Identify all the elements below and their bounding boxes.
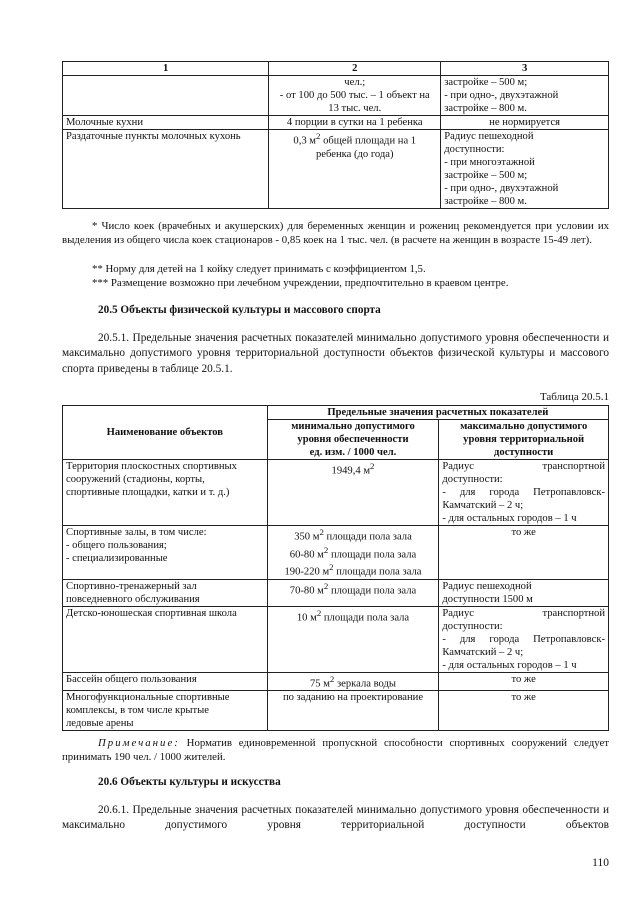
value-text: 10 м <box>296 612 317 624</box>
max-value <box>439 606 609 672</box>
superscript: 2 <box>323 544 329 555</box>
max-value: то же <box>439 526 609 580</box>
table-row <box>63 116 609 130</box>
page-number: 110 <box>592 857 609 869</box>
cell-line: сооружений (стадионы, корты, <box>66 474 205 485</box>
cell-line <box>271 526 436 544</box>
cell-line: застройке – 500 м; <box>444 170 528 181</box>
object-name <box>63 691 268 731</box>
header-line: доступности <box>494 447 554 458</box>
superscript: 2 <box>370 461 375 471</box>
access-value: не нормируется <box>441 116 609 130</box>
value-text: площади пола зала <box>323 531 412 543</box>
cell-line: ребенка (до года) <box>316 148 394 160</box>
cell-line <box>271 544 436 562</box>
note-text: Норматив единовременной пропускной способности спортивных сооружений следует принимать 190 чел. / 1000 жителей. <box>62 737 609 763</box>
table-row <box>63 691 609 731</box>
section-heading: 20.6 Объекты культуры и искусства <box>98 776 281 788</box>
table-20-5-1 <box>62 405 609 731</box>
table-row <box>63 526 609 580</box>
column-header-2: 2 <box>269 62 441 76</box>
superscript: 2 <box>319 527 324 537</box>
superscript: 2 <box>329 673 335 684</box>
object-name: Детско-юношеская спортивная школа <box>63 606 268 672</box>
cell-line <box>271 561 436 579</box>
object-name <box>63 579 268 606</box>
max-value: то же <box>439 691 609 731</box>
value-text: площади пола зала <box>333 566 422 578</box>
max-value: то же <box>439 672 609 691</box>
cell-line: чел.; <box>344 77 366 88</box>
min-value: по заданию на проектирование <box>267 691 439 731</box>
max-value <box>439 460 609 526</box>
table-row <box>63 76 609 116</box>
superscript: 2 <box>316 607 322 618</box>
cell-line: Радиус пешеходной <box>444 131 534 142</box>
table-row <box>63 130 609 209</box>
object-name <box>63 526 268 580</box>
cell-line: Спортивно-тренажерный зал <box>66 580 197 592</box>
table-note <box>62 736 609 764</box>
min-value <box>267 672 439 691</box>
table-cell <box>441 76 609 116</box>
cell-line <box>272 130 437 148</box>
value-text: 70-80 м <box>289 585 324 597</box>
cell-line: - для города Петропавловск- <box>442 487 605 498</box>
table-header-row <box>63 62 609 76</box>
cell-line: Радиус пешеходной <box>442 580 532 592</box>
cell-line: - для города Петропавловск- <box>442 633 605 645</box>
table-caption: Таблица 20.5.1 <box>539 391 609 403</box>
paragraph: 20.5.1. Предельные значения расчетных показателей минимально допустимого уровня обеспеченности и максимально допустимого уровня территориальной доступности объектов физической культуры и массового спорта приведены в таблице 20.5.1. <box>62 332 609 375</box>
cell-line: - при одно-, двухэтажной <box>444 90 559 101</box>
cell-line: 13 тыс. чел. <box>328 103 382 114</box>
cell-line: - от 100 до 500 тыс. – 1 объект на <box>279 90 430 101</box>
paragraph: 20.6.1. Предельные значения расчетных показателей минимально допустимого уровня обеспеченности и максимально допустимого уровня территориальной доступности объектов <box>62 804 609 832</box>
cell-line: доступности: <box>442 474 503 485</box>
value-text: 60-80 м <box>289 549 324 561</box>
footnote-3: *** Размещение возможно при лечебном учреждении, предпочтительно в краевом центре. <box>92 277 509 289</box>
cell-line: застройке – 800 м. <box>444 103 527 114</box>
header-line: максимально допустимого <box>460 421 588 432</box>
superscript: 2 <box>316 131 321 141</box>
footnote-2: ** Норму для детей на 1 койку следует принимать с коэффициентом 1,5. <box>92 263 426 275</box>
column-header-3: 3 <box>441 62 609 76</box>
value-text: 0,3 м <box>293 135 317 147</box>
cell-line: Многофункциональные спортивные <box>66 692 230 704</box>
table-row <box>63 606 609 672</box>
object-name: Бассейн общего пользования <box>63 672 268 691</box>
cell-line: - при одно-, двухэтажной <box>444 183 559 194</box>
min-value <box>267 526 439 580</box>
value-text: зеркала воды <box>334 678 397 690</box>
cell-line: Камчатский – 2 ч; <box>442 646 524 658</box>
cell-line: Радиус транспортной <box>442 607 605 619</box>
norm-value: 4 порции в сутки на 1 ребенка <box>269 116 441 130</box>
value-text: 75 м <box>309 678 330 690</box>
cell-line: застройке – 800 м. <box>444 196 527 207</box>
cell-line: спортивные площадки, катки и т. д.) <box>66 487 230 498</box>
table-cell <box>63 76 269 116</box>
cell-line: Территория плоскостных спортивных <box>66 461 237 472</box>
cell-line: - для остальных городов – 1 ч <box>442 659 577 671</box>
cell-line: - для остальных городов – 1 ч <box>442 513 577 524</box>
header-line: ед. изм. / 1000 чел. <box>309 447 397 458</box>
min-value <box>267 606 439 672</box>
cell-line: Камчатский – 2 ч; <box>442 500 524 511</box>
object-name: Раздаточные пункты молочных кухонь <box>63 130 269 209</box>
section-heading: 20.5 Объекты физической культуры и массового спорта <box>98 304 381 316</box>
table-continuation <box>62 61 609 209</box>
table-row <box>63 672 609 691</box>
header-line: уровня территориальной <box>463 434 585 445</box>
value-text: площади пола зала <box>328 585 417 597</box>
header-line: минимально допустимого <box>291 421 415 432</box>
cell-line: застройке – 500 м; <box>444 77 528 88</box>
value-text: площади пола зала <box>321 612 410 624</box>
table-header-row <box>63 406 609 420</box>
value-text: 190-220 м <box>284 566 330 578</box>
superscript: 2 <box>329 562 334 573</box>
value-text: 1949,4 м <box>331 465 371 477</box>
column-header-max <box>439 420 609 460</box>
cell-line: доступности: <box>444 144 505 155</box>
cell-line: Спортивные залы, в том числе: <box>66 527 207 538</box>
object-name <box>63 460 268 526</box>
cell-line: доступности 1500 м <box>442 593 533 605</box>
access-value <box>441 130 609 209</box>
note-label: Примечание: <box>98 737 180 749</box>
cell-line: - специализированные <box>66 553 168 564</box>
value-text: общей площади на 1 <box>320 135 417 147</box>
cell-line: повседневного обслуживания <box>66 593 200 605</box>
header-line: уровня обеспеченности <box>297 434 409 445</box>
cell-line: комплексы, в том числе крытые <box>66 705 209 717</box>
cell-line: доступности: <box>442 620 503 632</box>
column-header-name: Наименование объектов <box>63 406 268 460</box>
value-text: 350 м <box>294 531 320 543</box>
object-name: Молочные кухни <box>63 116 269 130</box>
column-header-min <box>267 420 439 460</box>
table-row <box>63 579 609 606</box>
value-text: площади пола зала <box>328 549 417 561</box>
norm-value <box>269 130 441 209</box>
table-row <box>63 460 609 526</box>
cell-line: - при многоэтажной <box>444 157 535 168</box>
cell-line: - общего пользования; <box>66 540 167 551</box>
min-value <box>267 460 439 526</box>
footnote-1: * Число коек (врачебных и акушерских) для беременных женщин и рожениц рекомендуется при условии их выделения из общего числа коек стационаров - 0,85 коек на 1 тыс. чел. (в расчете на женщин в возрасте 15-49 лет). <box>62 220 609 246</box>
min-value <box>267 579 439 606</box>
table-cell <box>269 76 441 116</box>
column-group-header: Предельные значения расчетных показателей <box>267 406 608 420</box>
cell-line: Радиус транспортной <box>442 461 605 472</box>
column-header-1: 1 <box>63 62 269 76</box>
max-value <box>439 579 609 606</box>
superscript: 2 <box>323 580 329 591</box>
cell-line: ледовые арены <box>66 718 134 730</box>
